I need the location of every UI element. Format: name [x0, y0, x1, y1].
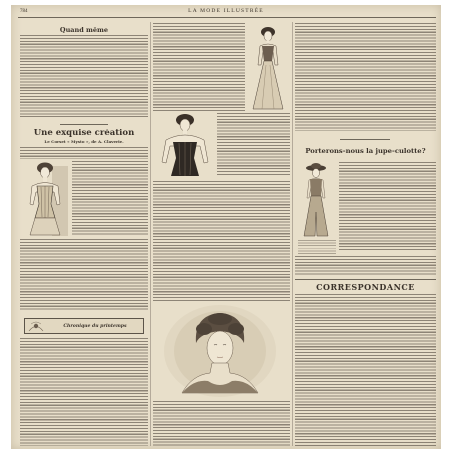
chronique-box	[24, 318, 144, 334]
text-block	[295, 294, 436, 446]
page-number: 784	[20, 9, 28, 14]
header-rule	[18, 17, 436, 18]
section-divider	[60, 124, 108, 125]
text-block	[20, 338, 148, 446]
standing-lady-illustration	[247, 25, 289, 111]
column-rule-left	[150, 22, 151, 446]
section-divider	[340, 139, 390, 140]
text-block	[217, 113, 290, 177]
text-block	[153, 23, 245, 111]
magazine-title: LA MODE ILLUSTRÉE	[188, 8, 264, 14]
column-rule-right	[292, 22, 293, 446]
corset-illustration-middle	[158, 112, 213, 178]
article-title-quand-meme: Quand même	[59, 27, 109, 34]
text-block	[20, 35, 148, 117]
caption-block	[298, 240, 336, 254]
text-block	[153, 401, 290, 446]
corset-illustration-left	[22, 160, 68, 236]
text-block	[339, 162, 436, 252]
portrait-illustration	[160, 303, 280, 398]
text-block	[20, 147, 148, 159]
text-block	[153, 181, 290, 301]
article-title-correspondance: CORRESPONDANCE	[316, 283, 415, 291]
text-block	[295, 23, 436, 131]
jupe-culotte-illustration	[298, 162, 334, 238]
text-block	[295, 256, 436, 276]
text-block	[72, 161, 148, 236]
article-title-jupe-culotte: Porterons-nous la jupe-culotte?	[305, 148, 426, 155]
flower-ornament-icon	[27, 320, 45, 333]
text-block	[20, 239, 148, 311]
article-title-chronique: Chronique du printemps	[63, 324, 127, 329]
article-title-exquise-creation: Une exquise création	[33, 129, 135, 138]
section-divider	[295, 279, 436, 280]
article-subtitle-corset: Le Corset « Mysto », de A. Claverie.	[44, 140, 124, 144]
